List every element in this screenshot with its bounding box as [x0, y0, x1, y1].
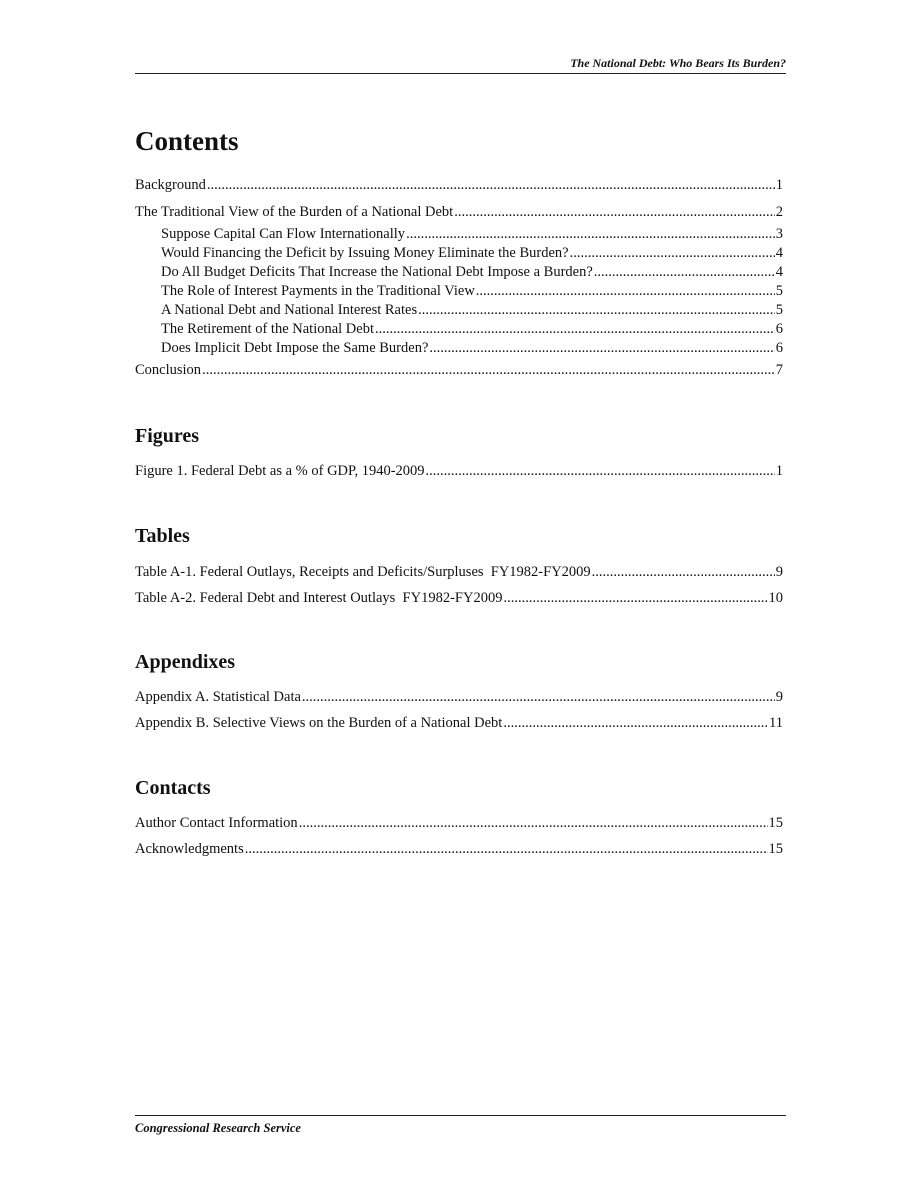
toc-entry-text: The Retirement of the National Debt	[161, 321, 374, 337]
toc-leader	[570, 243, 775, 263]
toc-page-number: 1	[775, 177, 783, 193]
toc-page-number: 3	[775, 226, 783, 242]
toc-entry-text: Suppose Capital Can Flow Internationally	[161, 226, 406, 242]
toc-leader	[476, 281, 775, 301]
toc-entry-conclusion[interactable]	[135, 360, 783, 380]
toc-entry-text: Conclusion	[135, 362, 202, 378]
toc-page-number: 2	[775, 204, 783, 220]
toc-leader	[202, 360, 775, 380]
toc-page-number: 5	[775, 283, 783, 299]
toc-entry-text: Figure 1. Federal Debt as a % of GDP, 1940-2009	[135, 463, 425, 479]
toc-entry-text: Appendix B. Selective Views on the Burden of a National Debt	[135, 715, 503, 731]
toc-leader	[418, 300, 775, 320]
toc-entry-appendix-a[interactable]	[135, 687, 783, 707]
toc-entry-text: Background	[135, 177, 206, 193]
toc-leader	[302, 687, 775, 707]
toc-page-number: 5	[775, 302, 783, 318]
toc-entry-interest-rates[interactable]	[161, 300, 783, 320]
toc-leader	[406, 224, 775, 244]
toc-leader	[429, 338, 774, 358]
toc-entry-text: Does Implicit Debt Impose the Same Burden?	[161, 340, 429, 356]
toc-entry-text: Table A-2. Federal Debt and Interest Outlays FY1982-FY2009	[135, 590, 503, 606]
toc-page-number: 9	[775, 564, 783, 580]
toc-entry-text: Table A-1. Federal Outlays, Receipts and Deficits/Surpluses FY1982-FY2009	[135, 564, 591, 580]
toc-entry-issuing-money[interactable]	[161, 243, 783, 263]
toc-entry-text: Author Contact Information	[135, 815, 298, 831]
toc-entry-figure-1[interactable]	[135, 461, 783, 481]
toc-page-number: 1	[775, 463, 783, 479]
toc-entry-traditional-view[interactable]	[135, 202, 783, 222]
toc-entry-text: The Role of Interest Payments in the Traditional View	[161, 283, 475, 299]
toc-leader	[426, 461, 775, 481]
toc-leader	[592, 562, 775, 582]
running-footer-text: Congressional Research Service	[135, 1121, 301, 1135]
toc-entry-text: Would Financing the Deficit by Issuing Money Eliminate the Burden?	[161, 245, 569, 261]
toc-leader	[299, 813, 768, 833]
tables-heading: Tables	[135, 525, 190, 547]
toc-page-number: 10	[768, 590, 783, 606]
toc-entry-appendix-b[interactable]	[135, 713, 783, 733]
toc-leader	[503, 588, 767, 608]
toc-entry-implicit-debt[interactable]	[161, 338, 783, 358]
toc-entry-text: A National Debt and National Interest Rates	[161, 302, 418, 318]
toc-leader	[245, 839, 768, 859]
running-footer	[135, 1115, 786, 1136]
toc-leader	[594, 262, 775, 282]
toc-leader	[375, 319, 775, 339]
contacts-heading: Contacts	[135, 777, 211, 799]
toc-entry-retirement[interactable]	[161, 319, 783, 339]
toc-entry-text: Acknowledgments	[135, 841, 244, 857]
running-header	[135, 55, 786, 74]
running-header-title: The National Debt: Who Bears Its Burden?	[570, 56, 786, 70]
toc-leader	[454, 202, 775, 222]
toc-page-number: 6	[775, 340, 783, 356]
toc-page-number: 6	[775, 321, 783, 337]
contents-heading: Contents	[135, 126, 239, 156]
toc-leader	[503, 713, 768, 733]
appendixes-heading: Appendixes	[135, 651, 236, 673]
figures-heading: Figures	[135, 425, 200, 447]
toc-page-number: 4	[775, 245, 783, 261]
toc-entry-table-a2[interactable]	[135, 588, 783, 608]
toc-entry-text: Appendix A. Statistical Data	[135, 689, 301, 705]
toc-page-number: 9	[775, 689, 783, 705]
toc-entry-background[interactable]	[135, 175, 783, 195]
toc-entry-capital-flow[interactable]	[161, 224, 783, 244]
toc-entry-text: Do All Budget Deficits That Increase the National Debt Impose a Burden?	[161, 264, 593, 280]
toc-entry-acknowledgments[interactable]	[135, 839, 783, 859]
toc-page-number: 11	[769, 715, 783, 731]
toc-entry-table-a1[interactable]	[135, 562, 783, 582]
toc-page-number: 15	[768, 841, 783, 857]
toc-entry-text: The Traditional View of the Burden of a National Debt	[135, 204, 454, 220]
toc-page-number: 7	[775, 362, 783, 378]
toc-entry-budget-deficits[interactable]	[161, 262, 783, 282]
toc-entry-interest-payments[interactable]	[161, 281, 783, 301]
toc-page-number: 15	[768, 815, 783, 831]
toc-page-number: 4	[775, 264, 783, 280]
toc-entry-author-contact[interactable]	[135, 813, 783, 833]
toc-leader	[207, 175, 775, 195]
